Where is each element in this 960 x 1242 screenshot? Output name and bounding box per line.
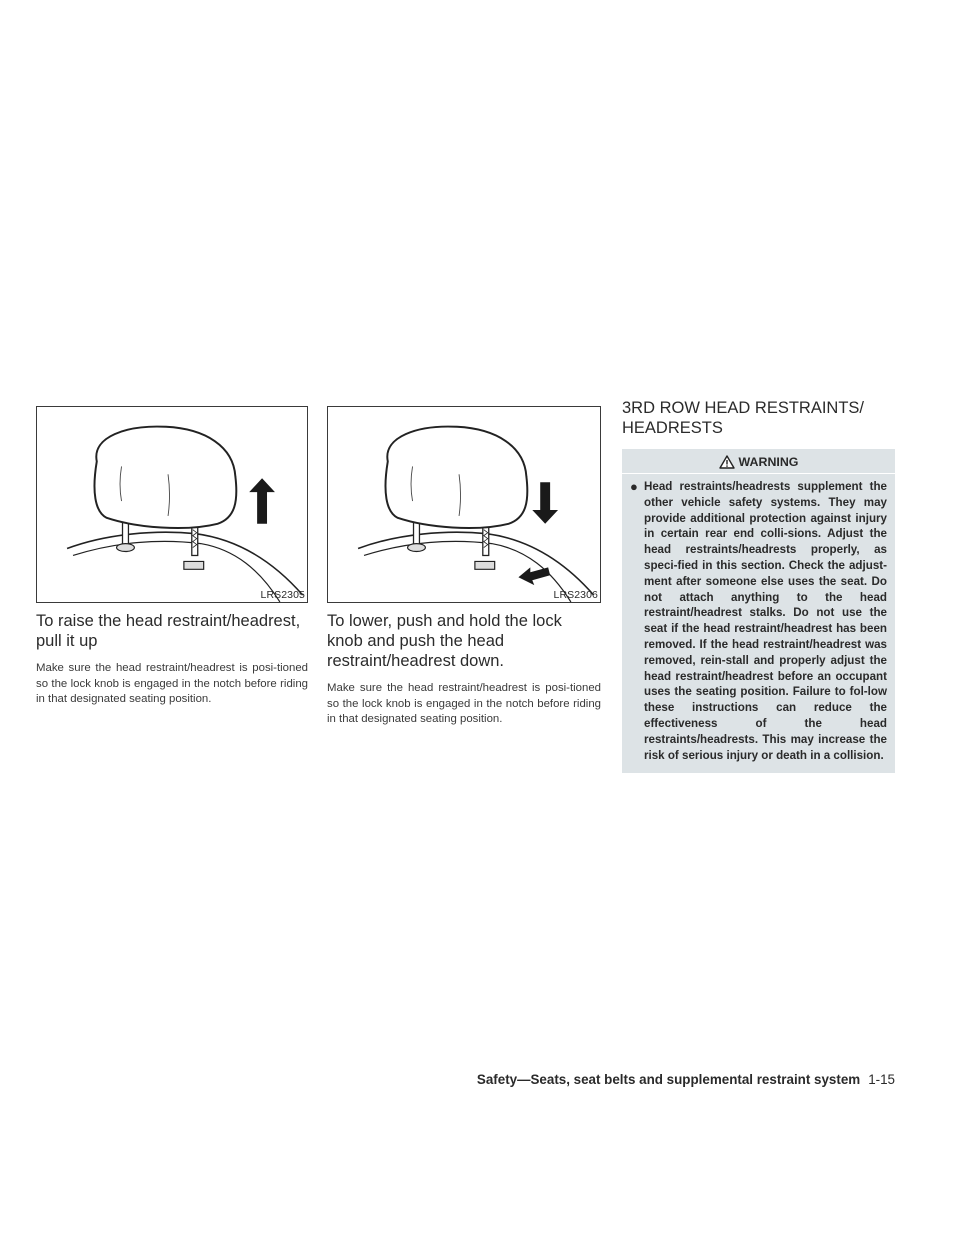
- raise-body: Make sure the head restraint/headrest is posi-tioned so the lock knob is engaged in the notch before riding in that designated seating position.: [36, 662, 308, 705]
- column-raise: [36, 406, 308, 708]
- down-arrow-icon: [532, 482, 558, 524]
- push-arrow-icon: [518, 567, 550, 585]
- warning-triangle-icon: [719, 455, 735, 469]
- headrest-raise-illustration: [37, 407, 307, 602]
- warning-item: [630, 479, 887, 763]
- warning-header: [622, 453, 895, 474]
- figure-code: LRS2306: [553, 589, 598, 601]
- lower-heading: To lower, push and hold the lock knob and push the head restraint/headrest down.: [327, 612, 562, 670]
- figure-code: LRS2305: [260, 589, 305, 601]
- figure-lower-headrest: [327, 406, 601, 603]
- section-title: 3RD ROW HEAD RESTRAINTS/ HEADRESTS: [622, 399, 865, 437]
- footer-section-title: Safety—Seats, seat belts and supplemental restraint system: [476, 1072, 861, 1087]
- lower-body: Make sure the head restraint/headrest is posi-tioned so the lock knob is engaged in the notch before riding in that designated seating position.: [327, 682, 601, 725]
- warning-box: [622, 449, 895, 773]
- page-number: 1-15: [868, 1072, 895, 1087]
- headrest-lower-illustration: [328, 407, 600, 602]
- column-3rd-row: [622, 398, 895, 773]
- bullet: ●: [630, 479, 638, 494]
- raise-heading: To raise the head restraint/headrest, pull it up: [36, 612, 301, 650]
- warning-label: WARNING: [738, 455, 799, 469]
- up-arrow-icon: [249, 478, 275, 524]
- page-footer: [0, 1072, 895, 1087]
- column-lower: [327, 406, 601, 728]
- warning-text: Head restraints/headrests supplement the other vehicle safety systems. They may provide additional protection against injury in certain rear end colli-sions. Adjust the head restraints/headrests properly, as speci-fied in this section. Check the adjust-ment after someone else uses the seat. Do not attach anything to the head restraint/headrest stalks. Do not use the seat if the head restraint/headrest has been removed. If the head restraint/headrest was removed, rein-stall and properly adjust the head restraint/headrest before an occupant uses the seating position. Failure to fol-low these instructions can reduce the effectiveness of the head restraints/headrests. This may increase the risk of serious injury or death in a collision.: [644, 480, 887, 762]
- figure-raise-headrest: [36, 406, 308, 603]
